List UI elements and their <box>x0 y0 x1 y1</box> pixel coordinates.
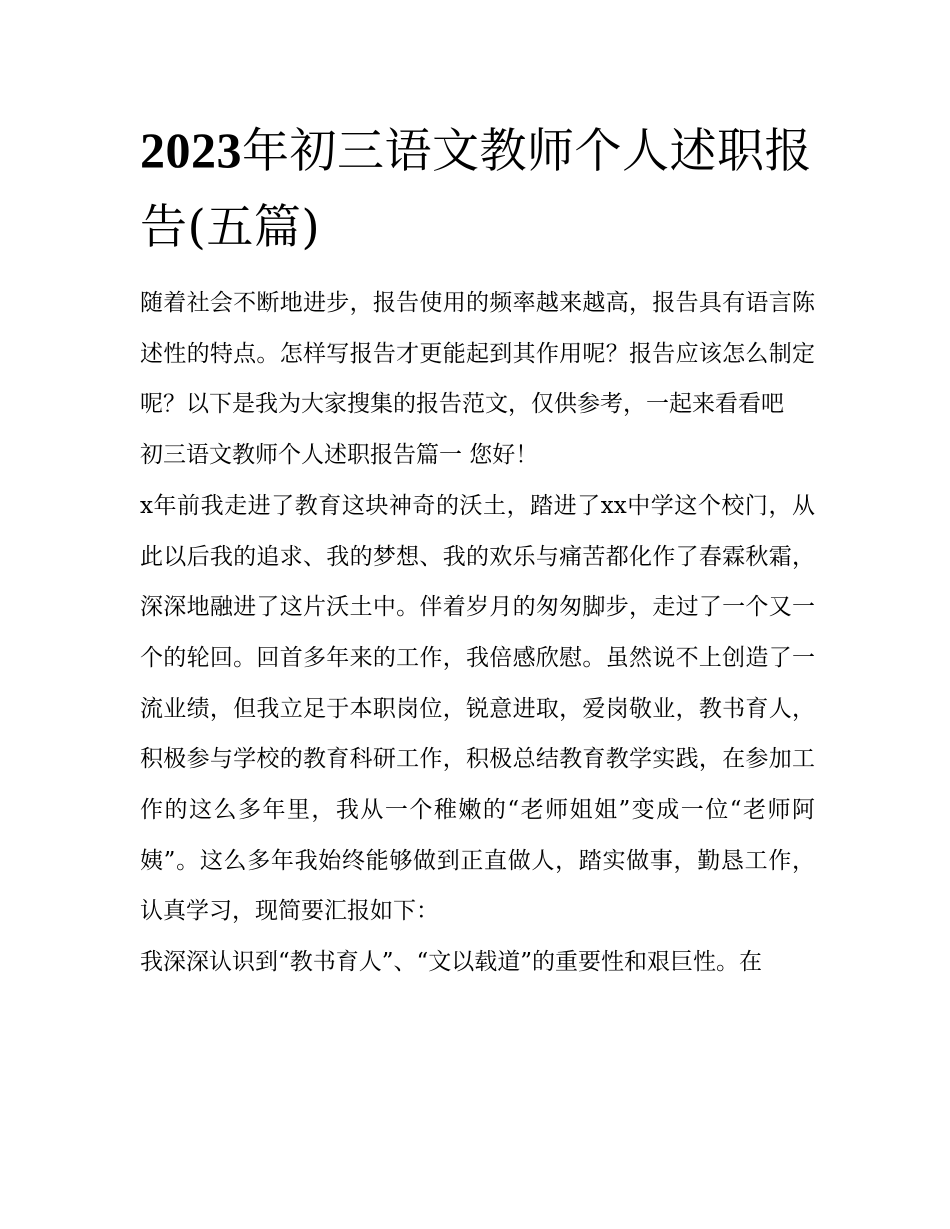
body-paragraph: 我深深认识到“教书育人”、“文以载道”的重要性和艰巨性。在 <box>140 949 763 976</box>
title-text: 年初三语文教师个人述职报告(五篇) <box>140 124 812 255</box>
title-year: 2023 <box>140 122 242 178</box>
intro-paragraph: 随着社会不断地进步，报告使用的频率越来越高，报告具有语言陈述性的特点。怎样写报告才更能起到其作用呢？报告应该怎么制定呢？以下是我为大家搜集的报告范文，仅供参考，一起来看看吧 <box>140 290 815 418</box>
section-heading-paragraph: 初三语文教师个人述职报告篇一 您好！ <box>140 442 539 469</box>
document-body <box>140 278 815 988</box>
body-paragraph: x年前我走进了教育这块神奇的沃土，踏进了xx中学这个校门，从此以后我的追求、我的梦想、我的欢乐与痛苦都化作了春霖秋霜，深深地融进了这片沃土中。伴着岁月的匆匆脚步，走过了一个又一个的轮回。回首多年来的工作，我倍感欣慰。虽然说不上创造了一流业绩，但我立足于本职岗位，锐意进取，爱岗敬业，教书育人，积极参与学校的教育科研工作，积极总结教育教学实践，在参加工作的这么多年里，我从一个稚嫩的“老师姐姐”变成一位“老师阿姨”。这么多年我始终能够做到正直做人，踏实做事，勤恳工作，认真学习，现简要汇报如下： <box>140 492 815 925</box>
document-title <box>140 112 820 266</box>
